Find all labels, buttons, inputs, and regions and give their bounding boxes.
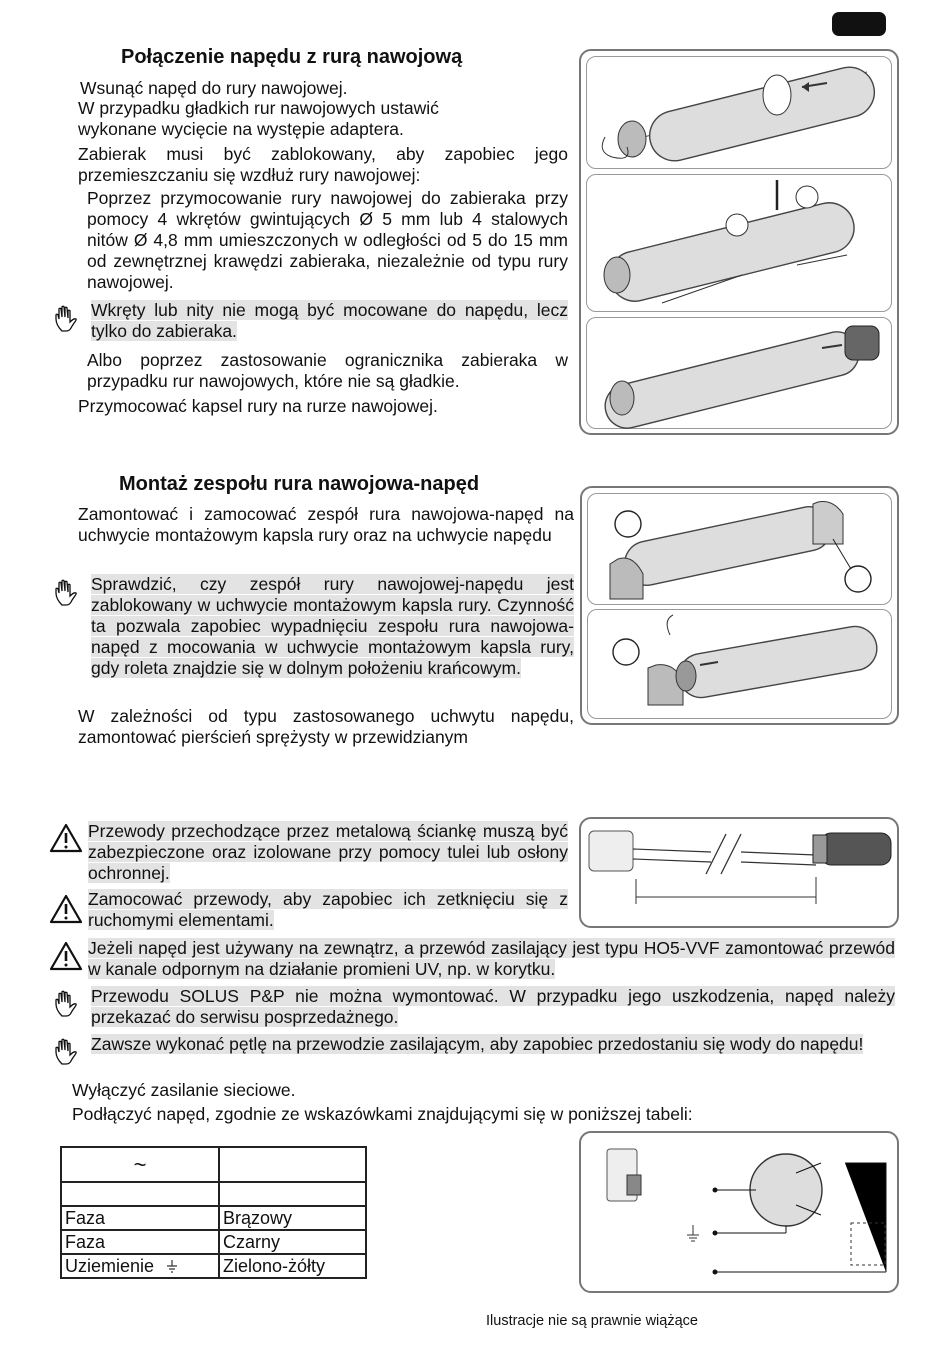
table-cell-function: Faza xyxy=(61,1230,219,1254)
section1-title: Połączenie napędu z rurą nawojową xyxy=(121,46,463,68)
section1-p6: Przymocować kapsel rury na rurze nawojowej. xyxy=(78,396,438,416)
table-cell-function xyxy=(61,1254,219,1278)
section3-warn2 xyxy=(88,889,568,931)
cable-length-illustration xyxy=(579,817,899,928)
mounting-illustration xyxy=(580,486,899,725)
section2-p1: Zamontować i zamocować zespół rura nawojowa-napęd na uchwycie montażowym kapsla rury oraz na uchwycie napędu xyxy=(78,504,574,545)
wiring-diagram xyxy=(579,1131,899,1293)
page-tab-marker xyxy=(832,12,886,36)
table-row xyxy=(61,1230,366,1254)
section3-warn3 xyxy=(88,938,895,980)
hand-icon xyxy=(52,1037,82,1067)
section1-p1: Wsunąć napęd do rury nawojowej. xyxy=(80,78,348,98)
table-cell-function: Faza xyxy=(61,1206,219,1230)
table-cell-empty xyxy=(61,1182,219,1206)
section1-p5: Albo poprzez zastosowanie ogranicznika zabieraka w przypadku rur nawojowych, które nie są gładkie. xyxy=(87,350,568,391)
tube-insert-figure xyxy=(586,56,892,169)
footer-disclaimer: Ilustracje nie są prawnie wiążące xyxy=(486,1313,698,1329)
table-cell-color: Brązowy xyxy=(219,1206,366,1230)
table-cell-function-text: Uziemienie xyxy=(65,1256,155,1276)
section1-note1-text: Wkręty lub nity nie mogą być mocowane do napędu, lecz tylko do zabieraka. xyxy=(91,300,568,341)
section2-note1-text: Sprawdzić, czy zespół rury nawojowej-napędu jest zablokowany w uchwycie montażowym kapsla rury. Czynność ta pozwala zapobiec wypadnięciu zespołu rura nawojowa-napęd z mocowania w uchwycie montażowym kapsla rury, gdy roleta znajdzie się w dolnym położeniu krańcowym. xyxy=(91,574,574,678)
tube-screw-figure xyxy=(586,174,892,312)
section1-note1 xyxy=(91,300,568,342)
section2-title: Montaż zespołu rura nawojowa-napęd xyxy=(119,473,480,495)
ac-symbol: ~ xyxy=(133,1151,147,1177)
hand-icon xyxy=(52,578,82,608)
table-row xyxy=(61,1206,366,1230)
section3-note1 xyxy=(91,986,895,1028)
section2-p2: W zależności od typu zastosowanego uchwytu napędu, zamontować pierścień sprężysty w przewidzianym xyxy=(78,706,574,747)
section1-p3: Zabierak musi być zablokowany, aby zapobiec jego przemieszczaniu się wzdłuż rury nawojowej: xyxy=(78,144,568,185)
table-cell-color: Czarny xyxy=(219,1230,366,1254)
connection-table xyxy=(60,1146,367,1279)
section3-warn1 xyxy=(88,821,568,884)
hand-icon xyxy=(52,304,82,334)
table-row xyxy=(61,1182,366,1206)
table-cell-color: Zielono-żółty xyxy=(219,1254,366,1278)
table-header-row xyxy=(61,1147,366,1182)
section3-warn1-text: Przewody przechodzące przez metalową ściankę muszą być zabezpieczone oraz izolowane przy pomocy tulei lub osłony ochronnej. xyxy=(88,821,568,883)
section3-warn2-text: Zamocować przewody, aby zapobiec ich zetknięciu się z ruchomymi elementami. xyxy=(88,889,568,930)
warning-icon xyxy=(49,941,83,971)
ground-icon xyxy=(165,1259,179,1273)
section1-p4: Poprzez przymocowanie rury nawojowej do zabieraka przy pomocy 4 wkrętów gwintujących Ø 5 mm lub 4 stalowych nitów Ø 4,8 mm umieszczonych w odległości od 5 do 15 mm od zewnętrznej krawędzi zabieraka, niezależnie od typu rury nawojowej. xyxy=(87,188,568,292)
section3-p1: Wyłączyć zasilanie sieciowe. xyxy=(72,1080,296,1100)
ac-symbol-cell xyxy=(61,1147,219,1182)
table-row xyxy=(61,1254,366,1278)
table-cell-empty xyxy=(219,1182,366,1206)
hand-icon xyxy=(52,989,82,1019)
table-header-empty xyxy=(219,1147,366,1182)
section3-note2 xyxy=(91,1034,895,1055)
warning-icon xyxy=(49,823,83,853)
section3-warn3-text: Jeżeli napęd jest używany na zewnątrz, a przewód zasilający jest typu HO5-VVF zamontować przewód w kanale odpornym na działanie promieni UV, np. w korytku. xyxy=(88,938,895,979)
section2-note1 xyxy=(91,574,574,679)
section3-note2-text: Zawsze wykonać pętlę na przewodzie zasilającym, aby zapobiec przedostaniu się wody do napędu! xyxy=(91,1034,864,1054)
section3-p2: Podłączyć napęd, zgodnie ze wskazówkami znajdującymi się w poniższej tabeli: xyxy=(72,1104,693,1124)
mounting-figure-2 xyxy=(587,609,892,719)
mounting-figure-1 xyxy=(587,493,892,605)
tube-assembly-illustration xyxy=(579,49,899,435)
tube-cap-figure xyxy=(586,317,892,429)
section1-p2: W przypadku gładkich rur nawojowych ustawić wykonane wycięcie na występie adaptera. xyxy=(78,98,439,139)
section3-note1-text: Przewodu SOLUS P&P nie można wymontować. W przypadku jego uszkodzenia, napęd należy przekazać do serwisu posprzedażnego. xyxy=(91,986,895,1027)
warning-icon xyxy=(49,894,83,924)
